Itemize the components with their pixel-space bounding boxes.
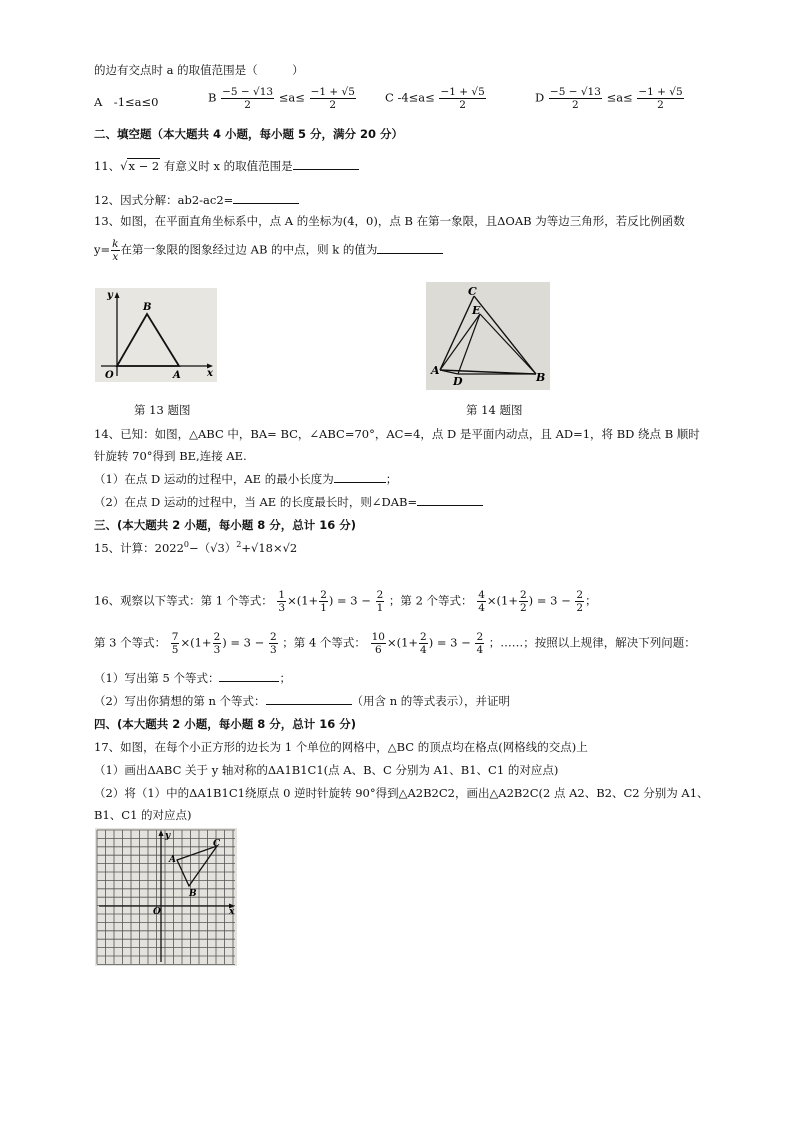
question-17-part2-cont: B1、C1 的对应点) — [94, 808, 192, 822]
section-heading-4: 四、(本大题共 2 小题，每小题 8 分，总计 16 分) — [94, 717, 357, 731]
section-heading-3: 三、(本大题共 2 小题，每小题 8 分，总计 16 分) — [94, 518, 357, 532]
label-e: E — [472, 304, 481, 317]
question-14-line1: 14、已知：如图，△ABC 中，BA= BC，∠ABC=70°，AC=4，点 D 是平面内动点，且 AD=1，将 BD 绕点 B 顺时 — [94, 427, 700, 441]
option-c: C -4≤a≤ $\frac{-1 + √5}{2}$ — [385, 86, 485, 111]
question-14-line2: 针旋转 70°得到 BE,连接 AE. — [94, 449, 247, 463]
question-13-line1: 13、如图，在平面直角坐标系中，点 A 的坐标为(4，0)，点 B 在第一象限，且ΔOAB 为等边三角形，若反比例函数 — [94, 214, 685, 228]
option-d: D $\frac{-5 - √13}{2}$ ≤a≤ $\frac{-1 + √5}{2}$ — [535, 86, 683, 111]
label-b: B — [536, 371, 546, 384]
question-16-line2: 第 3 个等式： $\frac{7}{5}$ ×(1+ $\frac{2}{3}$ ) = 3 − $\frac{2}{3}$ ；第 4 个等式： $\frac{10}{6}$ ×(1+ $\frac{2}{4}$ ) = 3 − $\frac{2}{4}$ ；……；按照以上规律，解决下列问题： — [94, 631, 696, 656]
label-x: x — [229, 907, 235, 917]
question-17-line1: 17、如图，在每个小正方形的边长为 1 个单位的网格中，△BC 的顶点均在格点(网格线的交点)上 — [94, 740, 588, 754]
label-x: x — [207, 368, 213, 379]
label-y: y — [165, 831, 171, 841]
label-d: D — [453, 375, 463, 388]
label-y: y — [107, 290, 113, 301]
option-a: A -1≤a≤0 — [94, 95, 159, 109]
question-16-part2: （2）写出你猜想的第 n 个等式： （用含 n 的等式表示），并证明 — [94, 694, 511, 708]
question-17-part1: （1）画出ΔABC 关于 y 轴对称的ΔA1B1C1(点 A、B、C 分别为 A1、B1、C1 的对应点) — [94, 763, 559, 777]
label-c: C — [213, 839, 221, 849]
question-continuation: 的边有交点时 a 的取值范围是（ ） — [94, 63, 304, 77]
label-o: O — [153, 907, 161, 917]
label-a: A — [169, 855, 176, 865]
question-12: 12、因式分解：ab2-ac2= — [94, 192, 299, 208]
question-13-line2: y= $\frac{k}{x}$ 在第一象限的图象经过边 AB 的中点，则 k 的值为 — [94, 238, 443, 263]
label-b: B — [189, 889, 197, 899]
question-17-part2: （2）将（1）中的ΔA1B1C1绕原点 0 逆时针旋转 90°得到△A2B2C2，画出△A2B2C(2 点 A2、B2、C2 分别为 A1、 — [94, 786, 709, 800]
label-a: A — [431, 364, 440, 377]
figure-13 — [95, 288, 217, 382]
question-11: 11、√x − 2 有意义时 x 的取值范围是 — [94, 158, 359, 174]
label-o: O — [105, 370, 114, 381]
label-c: C — [468, 285, 477, 298]
figure-14 — [426, 282, 550, 390]
question-15: 15、计算：$2022^0-(√3)^2+√18\times√2$ — [94, 540, 298, 555]
section-heading-2: 二、填空题（本大题共 4 小题，每小题 5 分，满分 20 分） — [94, 127, 404, 141]
question-16-line1: 16、观察以下等式：第 1 个等式： $\frac{1}{3}$ ×(1+ $\frac{2}{1}$ ) = 3 − $\frac{2}{1}$ ；第 2 个等式： $\frac{4}{4}$ ×(1+ $\frac{2}{2}$ ) = 3 − $\frac{2}{2}$ ； — [94, 589, 597, 614]
question-16-part1: （1）写出第 5 个等式： ； — [94, 671, 291, 685]
question-14-part2: （2）在点 D 运动的过程中，当 AE 的长度最长时，则∠DAB= — [94, 494, 483, 510]
figure-13-caption: 第 13 题图 — [134, 403, 191, 417]
option-b: B $\frac{-5 - √13}{2}$ ≤a≤ $\frac{-1 + √5}{2}$ — [208, 86, 355, 111]
label-a: A — [173, 370, 181, 381]
figure-17-grid — [95, 828, 237, 966]
figure-14-caption: 第 14 题图 — [466, 403, 523, 417]
question-14-part1: （1）在点 D 运动的过程中，AE 的最小长度为 ； — [94, 472, 398, 486]
label-b: B — [143, 302, 152, 313]
